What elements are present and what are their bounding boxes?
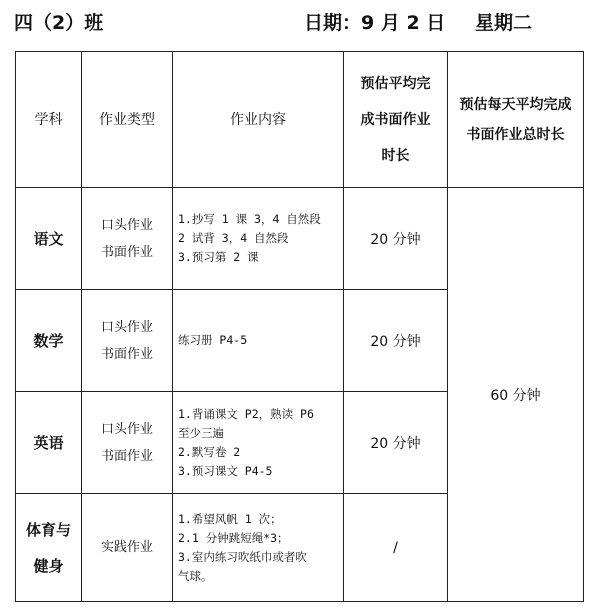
type-cell: 实践作业	[82, 494, 173, 602]
type-cell: 口头作业 书面作业	[82, 392, 173, 494]
header-total-time: 预估每天平均完成 书面作业总时长	[448, 52, 584, 188]
time-cell: 20 分钟	[344, 188, 448, 290]
subject-cell: 语文	[16, 188, 82, 290]
date-label: 日期：9 月 2 日	[304, 12, 446, 34]
class-label: 四（2）班	[14, 12, 104, 34]
type-cell: 口头作业 书面作业	[82, 290, 173, 392]
content-cell: 1.背诵课文 P2，熟读 P6 至少三遍 2.默写卷 2 3.预习课文 P4-5	[173, 392, 344, 494]
time-cell: 20 分钟	[344, 392, 448, 494]
total-time-cell: 60 分钟	[448, 188, 584, 602]
table-header-row	[16, 52, 584, 188]
header-type: 作业类型	[82, 52, 173, 188]
type-cell: 口头作业 书面作业	[82, 188, 173, 290]
time-cell: 20 分钟	[344, 290, 448, 392]
content-cell: 1.抄写 1 课 3，4 自然段 2 试背 3，4 自然段 3.预习第 2 课	[173, 188, 344, 290]
weekday-label: 星期二	[475, 12, 533, 34]
table-row	[16, 188, 584, 290]
header-content: 作业内容	[173, 52, 344, 188]
subject-cell: 英语	[16, 392, 82, 494]
time-cell: /	[344, 494, 448, 602]
subject-cell: 体育与 健身	[16, 494, 82, 602]
header-estimate-time: 预估平均完 成书面作业 时长	[344, 52, 448, 188]
content-cell: 练习册 P4-5	[173, 290, 344, 392]
header-subject: 学科	[16, 52, 82, 188]
content-cell: 1.希望风帆 1 次； 2.1 分钟跳短绳*3； 3.室内练习吹纸巾或者吹 气球。	[173, 494, 344, 602]
homework-table	[15, 51, 584, 602]
subject-cell: 数学	[16, 290, 82, 392]
